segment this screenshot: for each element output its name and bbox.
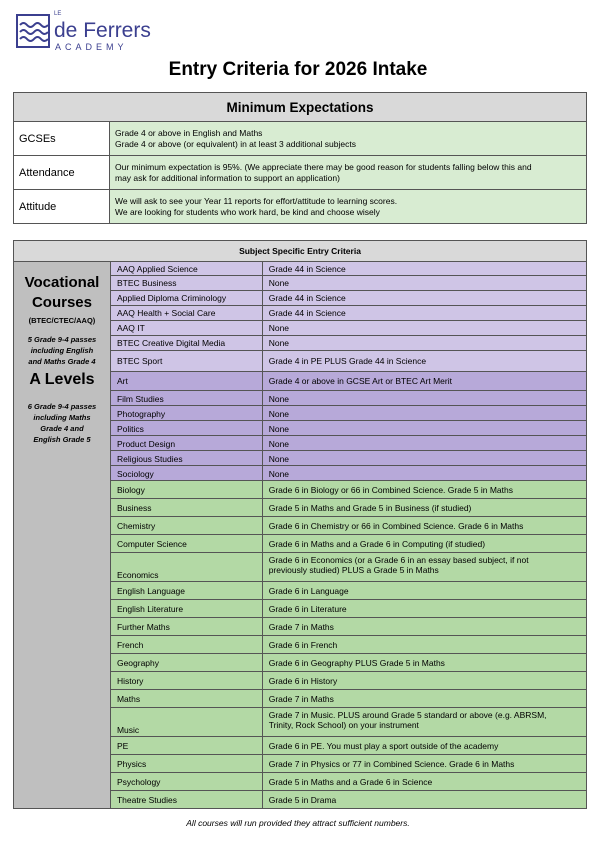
min-line: Grade 4 or above in English and Maths bbox=[115, 127, 263, 138]
entry-requirement bbox=[262, 690, 586, 708]
min-line: We will ask to see your Year 11 reports for effort/attitude to learning scores. bbox=[115, 195, 398, 206]
course-name: BTEC Business bbox=[110, 276, 262, 291]
requirement-line: Grade 6 in Economics (or a Grade 6 in an essay based subject, if not bbox=[268, 555, 529, 565]
subject-criteria-heading: Subject Specific Entry Criteria bbox=[14, 241, 587, 262]
entry-requirement bbox=[262, 262, 586, 276]
logo-academy-text: ACADEMY bbox=[55, 42, 128, 52]
entry-requirement bbox=[262, 672, 586, 690]
vocational-row bbox=[14, 262, 587, 276]
course-name: Sociology bbox=[110, 466, 262, 481]
requirement-line: Grade 6 in History bbox=[268, 675, 338, 686]
requirement-line: Grade 5 in Maths and Grade 5 in Business (if studied) bbox=[268, 502, 472, 513]
entry-requirement bbox=[262, 636, 586, 654]
requirement-line: Grade 7 in Maths bbox=[268, 621, 334, 632]
entry-requirement bbox=[262, 737, 586, 755]
course-name: BTEC Creative Digital Media bbox=[110, 336, 262, 351]
course-name: Religious Studies bbox=[110, 451, 262, 466]
academy-logo bbox=[16, 8, 156, 54]
course-name: English Literature bbox=[110, 600, 262, 618]
entry-requirement bbox=[262, 421, 586, 436]
entry-requirement bbox=[262, 372, 586, 391]
course-name: Music bbox=[110, 708, 262, 737]
entry-requirement bbox=[262, 451, 586, 466]
course-name: Theatre Studies bbox=[110, 791, 262, 809]
course-name: Film Studies bbox=[110, 391, 262, 406]
course-name: Photography bbox=[110, 406, 262, 421]
entry-requirement bbox=[262, 391, 586, 406]
course-name: AAQ Health + Social Care bbox=[110, 306, 262, 321]
course-name: Economics bbox=[110, 553, 262, 582]
entry-requirement bbox=[262, 351, 586, 372]
course-name: Psychology bbox=[110, 773, 262, 791]
course-name: AAQ Applied Science bbox=[110, 262, 262, 276]
requirement-line: None bbox=[268, 424, 290, 434]
a-level-requirement-line: including Maths bbox=[33, 413, 91, 422]
entry-requirement bbox=[262, 481, 586, 499]
logo-wave-icon bbox=[16, 14, 50, 48]
entry-requirement bbox=[262, 791, 586, 809]
min-line: We are looking for students who work hard, be kind and choose wisely bbox=[115, 206, 380, 217]
min-value bbox=[110, 156, 587, 190]
min-row-attendance bbox=[14, 156, 587, 190]
entry-requirement bbox=[262, 406, 586, 421]
requirement-line: Grade 6 in French bbox=[268, 639, 338, 650]
course-name: Business bbox=[110, 499, 262, 517]
requirement-line: Grade 5 in Maths and a Grade 6 in Science bbox=[268, 776, 433, 787]
minimum-expectations-table bbox=[13, 92, 587, 224]
entry-requirement bbox=[262, 535, 586, 553]
min-label: Attitude bbox=[14, 190, 110, 224]
entry-requirement bbox=[262, 276, 586, 291]
vocational-courses-subtitle: (BTEC/CTEC/AAQ) bbox=[28, 316, 96, 325]
requirement-line: Grade 44 in Science bbox=[268, 308, 346, 318]
requirement-line: Grade 7 in Physics or 77 in Combined Science. Grade 6 in Maths bbox=[268, 758, 515, 769]
requirement-line: Grade 6 in Literature bbox=[268, 603, 347, 614]
vocational-courses-title: Vocational bbox=[24, 274, 100, 291]
subject-criteria-table bbox=[13, 240, 587, 809]
requirement-line: None bbox=[268, 394, 290, 404]
vocational-requirement-line: including English bbox=[30, 346, 94, 355]
course-name: Physics bbox=[110, 755, 262, 773]
entry-requirement bbox=[262, 582, 586, 600]
min-label: Attendance bbox=[14, 156, 110, 190]
entry-requirement bbox=[262, 336, 586, 351]
vocational-requirement-line: 5 Grade 9-4 passes bbox=[27, 335, 97, 344]
requirement-line: None bbox=[268, 323, 290, 333]
entry-requirement bbox=[262, 517, 586, 535]
a-levels-title: A Levels bbox=[29, 371, 95, 388]
course-name: Computer Science bbox=[110, 535, 262, 553]
min-line: Grade 4 or above (or equivalent) in at least 3 additional subjects bbox=[115, 138, 356, 149]
entry-requirement bbox=[262, 321, 586, 336]
entry-requirement bbox=[262, 773, 586, 791]
min-value bbox=[110, 190, 587, 224]
course-name: Politics bbox=[110, 421, 262, 436]
course-name: History bbox=[110, 672, 262, 690]
min-row-gcses bbox=[14, 122, 587, 156]
requirement-line: None bbox=[268, 278, 290, 288]
entry-requirement bbox=[262, 291, 586, 306]
requirement-line: Grade 6 in Biology or 66 in Combined Science. Grade 5 in Maths bbox=[268, 484, 513, 495]
requirement-line: Grade 6 in Maths and a Grade 6 in Computing (if studied) bbox=[268, 538, 486, 549]
entry-requirement bbox=[262, 618, 586, 636]
course-name: PE bbox=[110, 737, 262, 755]
course-name: Geography bbox=[110, 654, 262, 672]
entry-requirement bbox=[262, 466, 586, 481]
course-name: Chemistry bbox=[110, 517, 262, 535]
minimum-expectations-heading: Minimum Expectations bbox=[14, 93, 587, 122]
a-level-requirement-line: Grade 4 and bbox=[40, 424, 84, 433]
course-name: Maths bbox=[110, 690, 262, 708]
vocational-requirement-line: and Maths Grade 4 bbox=[28, 357, 96, 366]
a-level-requirement-line: English Grade 5 bbox=[33, 435, 91, 444]
entry-requirement bbox=[262, 654, 586, 672]
course-name: AAQ IT bbox=[110, 321, 262, 336]
logo-le-text: LE bbox=[54, 11, 62, 17]
course-name: Art bbox=[110, 372, 262, 391]
min-label: GCSEs bbox=[14, 122, 110, 156]
requirement-line: None bbox=[268, 454, 290, 464]
requirement-line: Grade 6 in Geography PLUS Grade 5 in Maths bbox=[268, 657, 445, 668]
entry-requirement bbox=[262, 306, 586, 321]
a-level-requirement-line: 6 Grade 9-4 passes bbox=[27, 402, 97, 411]
entry-requirement bbox=[262, 436, 586, 451]
page-title: Entry Criteria for 2026 Intake bbox=[168, 59, 428, 80]
entry-requirement bbox=[262, 600, 586, 618]
requirement-line: Grade 7 in Maths bbox=[268, 693, 334, 704]
entry-requirement bbox=[262, 708, 586, 737]
requirement-line: None bbox=[268, 469, 290, 479]
entry-requirements-sidebar bbox=[14, 262, 111, 809]
requirement-line: Grade 5 in Drama bbox=[268, 794, 337, 805]
requirement-line: Grade 6 in PE. You must play a sport outside of the academy bbox=[268, 740, 499, 751]
min-line: may ask for additional information to support an application) bbox=[115, 172, 340, 183]
requirement-line: Grade 6 in Language bbox=[268, 585, 349, 596]
course-name: Further Maths bbox=[110, 618, 262, 636]
requirement-line: Grade 4 or above in GCSE Art or BTEC Art Merit bbox=[268, 376, 452, 386]
course-name: French bbox=[110, 636, 262, 654]
entry-requirement bbox=[262, 553, 586, 582]
course-name: Biology bbox=[110, 481, 262, 499]
logo-name: de Ferrers bbox=[54, 19, 151, 42]
course-name: Product Design bbox=[110, 436, 262, 451]
vocational-courses-title: Courses bbox=[31, 294, 92, 311]
course-name: Applied Diploma Criminology bbox=[110, 291, 262, 306]
min-row-attitude bbox=[14, 190, 587, 224]
requirement-line: None bbox=[268, 439, 290, 449]
requirement-line: Grade 44 in Science bbox=[268, 263, 346, 274]
requirement-line: None bbox=[268, 409, 290, 419]
course-name: BTEC Sport bbox=[110, 351, 262, 372]
requirement-line: Grade 6 in Chemistry or 66 in Combined Science. Grade 6 in Maths bbox=[268, 520, 524, 531]
requirement-line: previously studied) PLUS a Grade 5 in Maths bbox=[268, 565, 439, 575]
footer-note: All courses will run provided they attract sufficient numbers. bbox=[186, 818, 410, 828]
requirement-line: Grade 44 in Science bbox=[268, 293, 346, 303]
entry-requirement bbox=[262, 499, 586, 517]
course-name: English Language bbox=[110, 582, 262, 600]
requirement-line: Trinity, Rock School) on your instrument bbox=[268, 720, 419, 730]
requirement-line: Grade 7 in Music. PLUS around Grade 5 standard or above (e.g. ABRSM, bbox=[268, 710, 547, 720]
min-value bbox=[110, 122, 587, 156]
min-line: Our minimum expectation is 95%. (We appreciate there may be good reason for students falling below this and bbox=[115, 161, 532, 172]
entry-requirement bbox=[262, 755, 586, 773]
requirement-line: None bbox=[268, 338, 290, 348]
requirement-line: Grade 4 in PE PLUS Grade 44 in Science bbox=[268, 356, 427, 366]
